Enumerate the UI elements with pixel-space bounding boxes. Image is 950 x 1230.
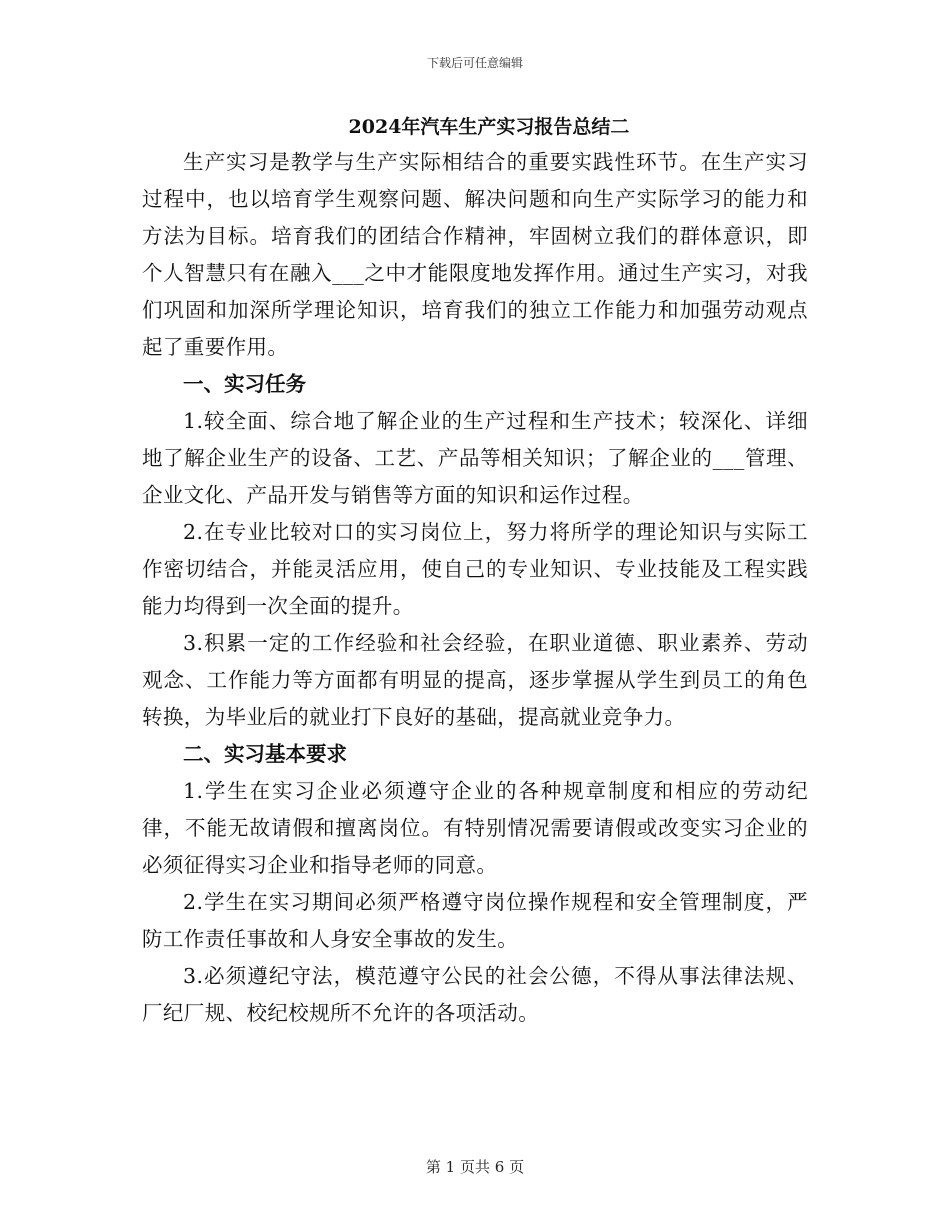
task-item-2: 2.在专业比较对口的实习岗位上，努力将所学的理论知识与实际工作密切结合，并能灵活应用，使自己的专业知识、专业技能及工程实践能力均得到一次全面的提升。 <box>142 520 808 618</box>
section-heading-requirements: 二、实习基本要求 <box>183 742 347 766</box>
task-item-1: 1.较全面、综合地了解企业的生产过程和生产技术；较深化、详细地了解企业生产的设备、工艺、产品等相关知识；了解企业的___管理、企业文化、产品开发与销售等方面的知识和运作过程。 <box>142 409 808 507</box>
requirement-item-2: 2.学生在实习期间必须严格遵守岗位操作规程和安全管理制度，严防工作责任事故和人身安全事故的发生。 <box>142 890 808 951</box>
requirement-item-1: 1.学生在实习企业必须遵守企业的各种规章制度和相应的劳动纪律，不能无故请假和擅离岗位。有特别情况需要请假或改变实习企业的必须征得实习企业和指导老师的同意。 <box>142 779 808 877</box>
page-footer: 第 1 页共 6 页 <box>425 1158 525 1176</box>
intro-paragraph: 生产实习是教学与生产实际相结合的重要实践性环节。在生产实习过程中，也以培育学生观察问题、解决问题和向生产实际学习的能力和方法为目标。培育我们的团结合作精神，牢固树立我们的群体意识，即个人智慧只有在融入___之中才能限度地发挥作用。通过生产实习，对我们巩固和加深所学理论知识，培育我们的独立工作能力和加强劳动观点起了重要作用。 <box>142 150 808 359</box>
task-item-3: 3.积累一定的工作经验和社会经验，在职业道德、职业素养、劳动观念、工作能力等方面都有明显的提高，逐步掌握从学生到员工的角色转换，为毕业后的就业打下良好的基础，提高就业竞争力。 <box>142 631 808 729</box>
header-note: 下载后可任意编辑 <box>426 56 523 70</box>
document-title: 2024年汽车生产实习报告总结二 <box>348 116 630 138</box>
section-heading-tasks: 一、实习任务 <box>183 372 306 396</box>
requirement-item-3: 3.必须遵纪守法，模范遵守公民的社会公德，不得从事法律法规、厂纪厂规、校纪校规所不允许的各项活动。 <box>142 964 808 1025</box>
document-body <box>142 112 808 1032</box>
